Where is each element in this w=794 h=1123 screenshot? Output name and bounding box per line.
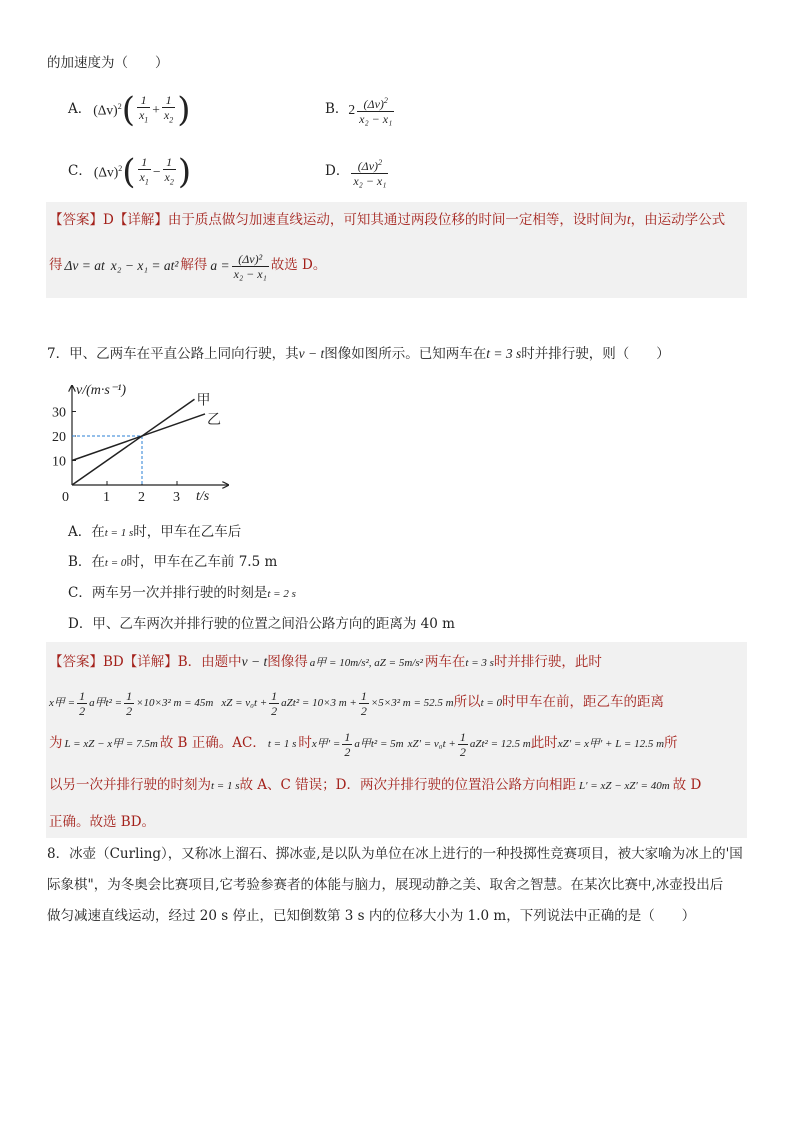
option-label: D．	[325, 163, 350, 180]
q6-answer-line-2: 得 Δv = at x₂ − x₁ = at² 解得 a = $\frac{\text{(Δv)²}}{\text{x₂ − x₁}}$ 故选 D。	[49, 251, 327, 281]
fraction: $\frac{1}{2}$	[344, 729, 351, 759]
q6-option-a[interactable]	[68, 92, 191, 128]
y-tick-label: 20	[52, 430, 66, 445]
dv-squared: $(\Delta v)^2$	[93, 164, 123, 180]
minus-sign: −	[152, 164, 161, 180]
right-paren: )	[177, 90, 191, 130]
q6-option-b[interactable]	[325, 92, 396, 128]
q6-answer-line-1: 【答案】D【详解】由于质点做匀加速直线运动，可知其通过两段位移的时间一定相等，设时间为t，由运动学公式	[49, 212, 726, 228]
y-tick-label: 30	[52, 405, 66, 421]
option-label: C．	[68, 163, 92, 180]
q7-answer-line-2: x甲 = $\frac{1}{2}$ a甲t² = $\frac{1}{2}$ ×10×3² m = 45m xZ = v₀t + $\frac{1}{2}$ aZt² = 10×3 m + $\frac{1}{2}$ ×5×3² m = 52.5 m 所以 t = 0 时甲车在前，距乙车的距离	[49, 688, 665, 718]
fraction: $\frac{1}{2}$	[459, 729, 466, 759]
left-paren: (	[121, 90, 135, 130]
x-axis-label: t/s	[196, 489, 210, 504]
series-label-yi: 乙	[207, 411, 221, 428]
q6-stem-tail: 的加速度为（ ）	[47, 55, 169, 71]
x-tick-label: 1	[103, 490, 110, 505]
q6-option-d[interactable]	[325, 154, 390, 190]
dv-squared: $(\Delta v)^2$	[93, 102, 122, 118]
q7-option-b[interactable]: B．在t = 0时，甲车在乙车前 7.5 m	[68, 554, 278, 570]
y-tick-label: 10	[52, 454, 66, 470]
vt-chart	[48, 378, 238, 506]
q8-stem-line-1: 8．冰壶（Curling），又称冰上溜石、掷冰壶,是以队为单位在冰上进行的一种投掷性竞赛项目，被大家喻为冰上的'国	[47, 846, 743, 862]
option-label: B．	[325, 101, 349, 118]
fraction: $\frac{1}{2}$	[126, 688, 133, 718]
fraction: $\frac{1}{2}$	[360, 688, 367, 718]
fraction: $\frac{(\Delta v)^2}{\text{x₂ − x₁}}$	[359, 96, 393, 126]
fraction: $\frac{1}{x_2}$	[162, 93, 175, 127]
fraction: $\frac{(\Delta v)^2}{\text{x₂ − x₁}}$	[353, 158, 387, 188]
fraction: $\frac{1}{x_1}$	[137, 93, 150, 127]
plus-sign: +	[152, 102, 160, 118]
right-paren: )	[177, 152, 192, 192]
left-paren: (	[122, 152, 136, 192]
q7-answer-line-4: 以另一次并排行驶的时刻为t = 1 s故 A、C 错误；D．两次并排行驶的位置沿公路方向相距 L′ = xZ − xZ′ = 40m 故 D	[49, 777, 702, 793]
q6-option-c[interactable]	[68, 154, 191, 190]
q7-option-d[interactable]: D．甲、乙车两次并排行驶的位置之间沿公路方向的距离为 40 m	[68, 616, 455, 632]
q7-option-c[interactable]: C．两车另一次并排行驶的时刻是t = 2 s	[68, 585, 296, 601]
answer-tag: 【答案】D【详解】	[49, 212, 168, 228]
q7-stem: 7．甲、乙两车在平直公路上同向行驶，其v − t图像如图所示。已知两车在t = 3 s时并排行驶，则（ ）	[47, 346, 670, 362]
fraction: $\frac{1}{x_2}$	[163, 155, 176, 189]
q7-answer-line-5: 正确。故选 BD。	[49, 814, 156, 830]
q7-option-a[interactable]: A．在t = 1 s时，甲车在乙车后	[68, 524, 242, 540]
fraction: $\frac{1}{2}$	[271, 688, 278, 718]
q8-stem-line-2: 际象棋"，为冬奥会比赛项目,它考验参赛者的体能与脑力，展现动静之美、取舍之智慧。在某次比赛中,冰壶投出后	[47, 877, 724, 893]
x-tick-label: 3	[173, 490, 180, 505]
q7-answer-line-3: 为 L = xZ − x甲 = 7.5m 故 B 正确。AC． t = 1 s 时 x甲′ = $\frac{1}{2}$ a甲t² = 5m xZ′ = v₀t + $\frac{1}{2}$ aZt² = 12.5 m 此时 xZ′ = x甲′ + L = 12.5 m 所	[49, 729, 678, 759]
option-label: A．	[68, 101, 92, 118]
series-line-jia	[72, 399, 195, 485]
equation: Δv = at	[64, 258, 105, 274]
answer-tag: 【答案】BD【详解】	[49, 654, 178, 670]
equation: a =	[210, 258, 230, 274]
fraction: $\frac{1}{x_1}$	[138, 155, 151, 189]
x-tick-label: 0	[62, 490, 69, 505]
q8-stem-line-3: 做匀减速直线运动，经过 20 s 停止，已知倒数第 3 s 内的位移大小为 1.0 m，下列说法中正确的是（ ）	[47, 908, 696, 924]
series-label-jia: 甲	[196, 392, 211, 409]
q7-answer-line-1: 【答案】BD【详解】B．由题中v − t图像得 a甲 = 10m/s², aZ = 5m/s² 两车在t = 3 s时并排行驶，此时	[49, 654, 602, 670]
y-axis-label: v/(m·s⁻¹)	[76, 383, 127, 398]
coefficient: 2	[348, 102, 356, 118]
equation: x₂ − x₁ = at²	[110, 258, 179, 274]
fraction: $\frac{\text{(Δv)²}}{\text{x₂ − x₁}}$	[233, 251, 267, 281]
series-line-yi	[72, 414, 205, 461]
fraction: $\frac{1}{2}$	[79, 688, 86, 718]
x-tick-label: 2	[138, 490, 145, 505]
